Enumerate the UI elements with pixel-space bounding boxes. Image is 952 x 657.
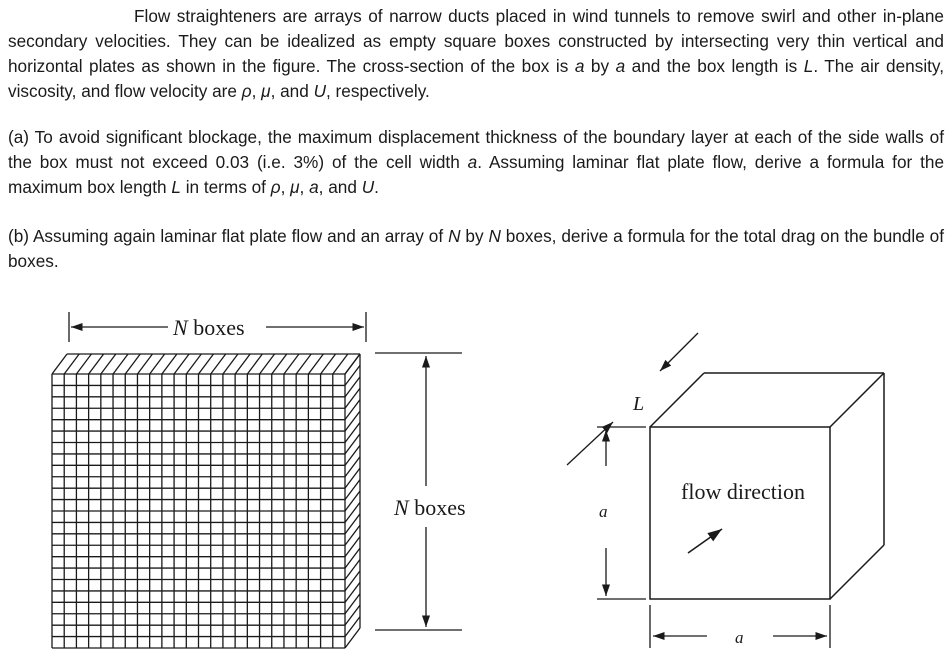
height-label: a xyxy=(599,502,608,521)
grid-side-edge xyxy=(345,468,360,488)
grid-side-edge xyxy=(345,365,360,385)
grid-top-edge xyxy=(260,354,275,374)
grid-top-edge xyxy=(64,354,79,374)
grid-side-edge xyxy=(345,457,360,477)
grid-top-edge xyxy=(235,354,250,374)
grid-side-edge xyxy=(345,434,360,454)
grid-top-edge xyxy=(101,354,116,374)
grid-top-edge xyxy=(52,354,67,374)
grid-side-edge xyxy=(345,445,360,465)
grid-top-edge xyxy=(137,354,152,374)
grid-top-edge xyxy=(162,354,177,374)
grid-top-edge xyxy=(76,354,91,374)
grid-side-edge xyxy=(345,548,360,568)
grid-top-edge xyxy=(272,354,287,374)
grid-top-edge xyxy=(284,354,299,374)
grid-top-edge xyxy=(333,354,348,374)
grid-side-edge xyxy=(345,628,360,648)
side-dimension xyxy=(375,353,462,630)
grid-top-edge xyxy=(150,354,165,374)
grid-side-edge xyxy=(345,571,360,591)
grid-top-edge xyxy=(296,354,311,374)
grid-side-edge xyxy=(345,594,360,614)
grid-side-edge xyxy=(345,411,360,431)
grid-side-edge xyxy=(345,537,360,557)
grid-side-edge xyxy=(345,560,360,580)
grid-top-face xyxy=(52,354,360,374)
problem-part-b: (b) Assuming again laminar flat plate flow and an array of N by N boxes, derive a formula for the total drag on the bundle of boxes. xyxy=(8,226,944,271)
grid-top-edge xyxy=(211,354,226,374)
grid-side-edge xyxy=(345,605,360,625)
top-dimension-label: N boxes xyxy=(173,315,245,340)
grid-top-edge xyxy=(89,354,104,374)
grid-front-face xyxy=(52,374,345,648)
grid-side-edge xyxy=(345,582,360,602)
flow-direction-label: flow direction xyxy=(681,479,806,504)
grid-side-edge xyxy=(345,354,360,374)
grid-top-edge xyxy=(247,354,262,374)
side-dimension-label: N boxes xyxy=(394,495,466,520)
grid-top-edge xyxy=(308,354,323,374)
problem-intro: Flow straighteners are arrays of narrow ducts placed in wind tunnels to remove swirl and other in-plane secondary velocities. They can be idealized as empty square boxes constructed by intersecting very thin vertical and horizontal plates as shown in the figure. The cross-section of the box is a by a and the box length is L. The air density, viscosity, and flow velocity are ρ, μ, and U, respectively. xyxy=(8,6,945,101)
grid-side-edge xyxy=(345,491,360,511)
width-label: a xyxy=(735,628,744,647)
grid-side-edge xyxy=(345,400,360,420)
grid-side-edge xyxy=(345,514,360,534)
grid-top-edge xyxy=(186,354,201,374)
grid-top-edge xyxy=(113,354,128,374)
grid-side-edge xyxy=(345,423,360,443)
grid-side-edge xyxy=(345,480,360,500)
grid-top-edge xyxy=(125,354,140,374)
grid-side-face xyxy=(345,354,360,648)
grid-side-edge xyxy=(345,617,360,637)
problem-part-a: (a) To avoid significant blockage, the maximum displacement thickness of the boundary layer at each of the side walls of the box must not exceed 0.03 (i.e. 3%) of the cell width a. Assuming laminar flat plate flow, derive a formula for the maximum box length L in terms of ρ, μ, a, and U. xyxy=(8,127,945,197)
flow-direction-arrow xyxy=(688,529,722,553)
length-label: L xyxy=(633,393,645,415)
grid-top-edge xyxy=(199,354,214,374)
grid-top-edge xyxy=(174,354,189,374)
grid-side-edge xyxy=(345,388,360,408)
grid-side-edge xyxy=(345,377,360,397)
grid-top-edge xyxy=(321,354,336,374)
box-grid xyxy=(52,354,360,648)
grid-side-edge xyxy=(345,525,360,545)
grid-top-edge xyxy=(223,354,238,374)
grid-side-edge xyxy=(345,502,360,522)
